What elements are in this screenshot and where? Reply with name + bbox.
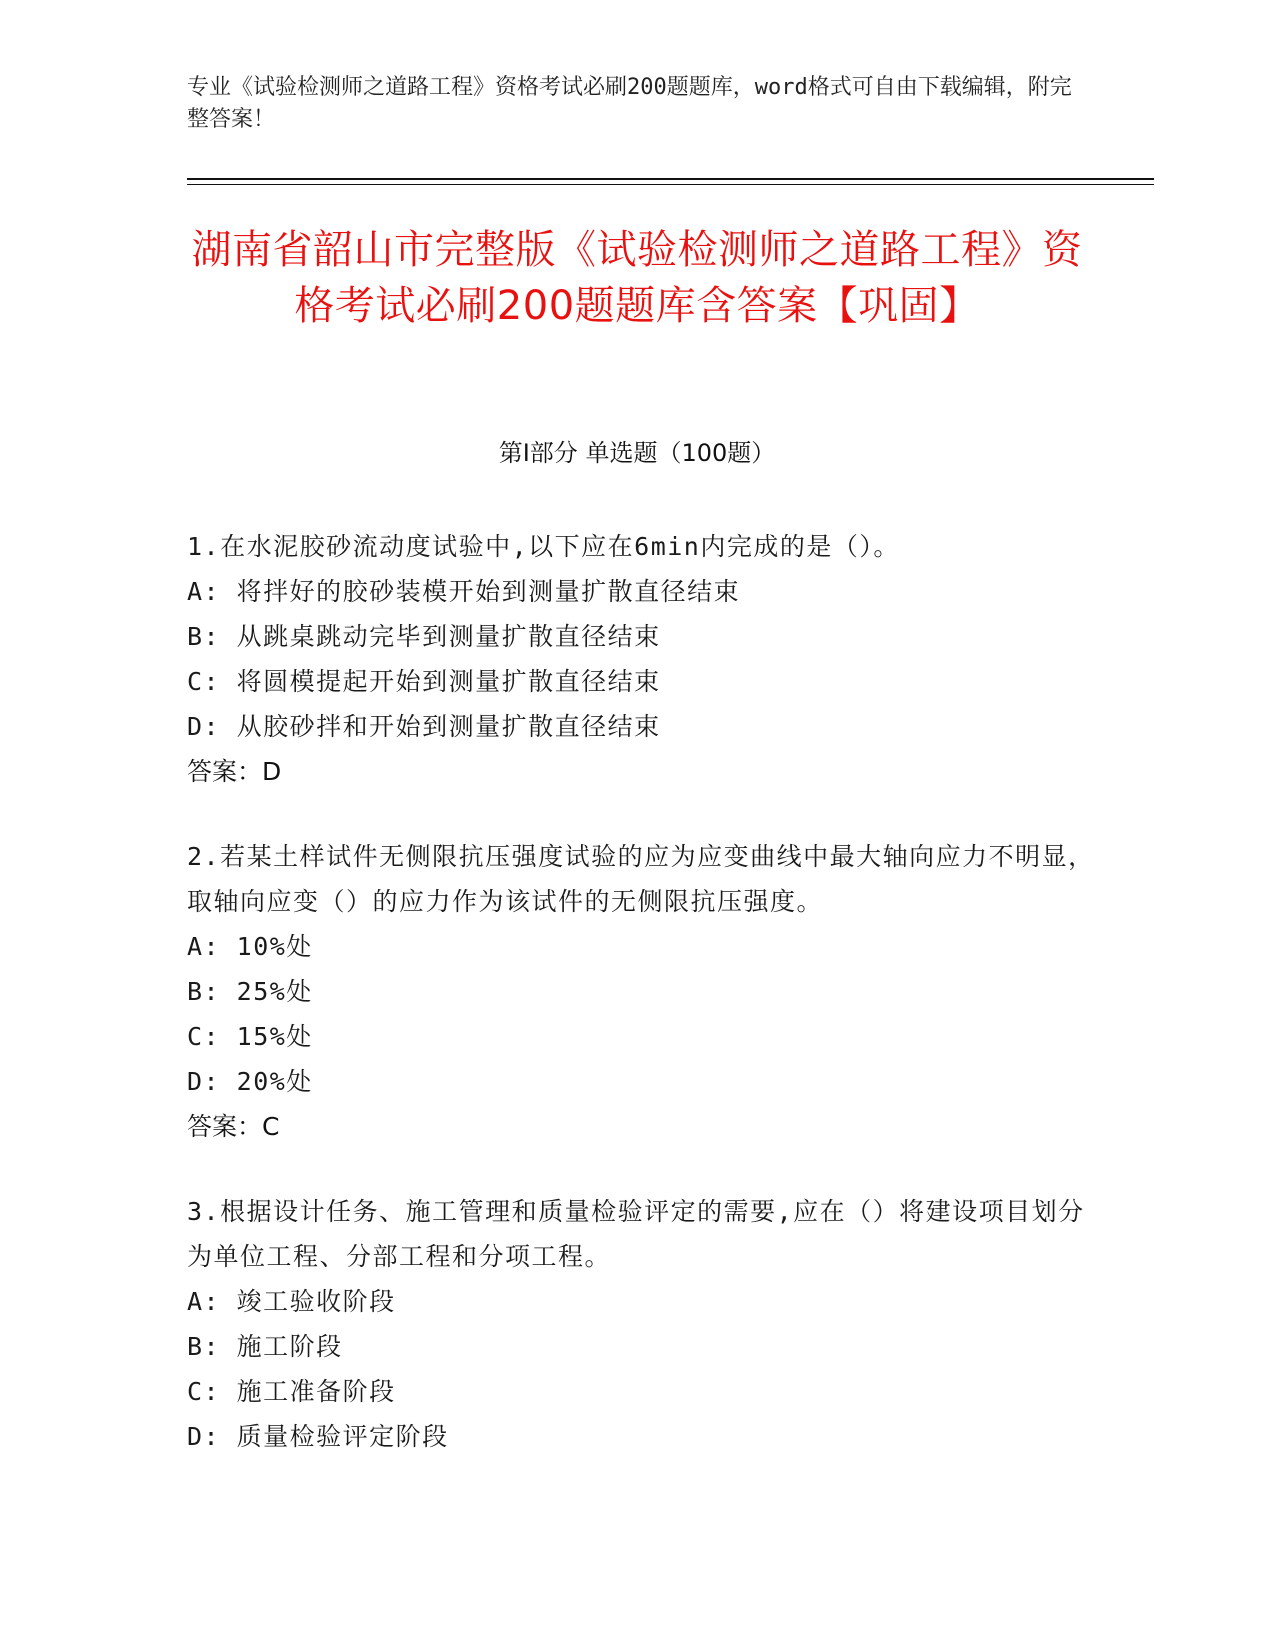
header-divider-thin xyxy=(187,184,1154,185)
option-d: D: 从胶砂拌和开始到测量扩散直径结束 xyxy=(187,712,661,741)
option-d: D: 质量检验评定阶段 xyxy=(187,1422,449,1451)
header-divider-thick xyxy=(187,178,1154,180)
document-title: 湖南省韶山市完整版《试验检测师之道路工程》资格考试必刷200题题库含答案【巩固】 xyxy=(191,227,1083,329)
option-b: B: 施工阶段 xyxy=(187,1332,343,1361)
option-d: D: 20%处 xyxy=(187,1067,313,1096)
section-title: 第I部分 单选题（100题） xyxy=(498,439,776,467)
option-c: C: 将圆模提起开始到测量扩散直径结束 xyxy=(187,667,661,696)
option-a: A: 竣工验收阶段 xyxy=(187,1287,396,1316)
option-b: B: 从跳桌跳动完毕到测量扩散直径结束 xyxy=(187,622,661,651)
question-2 xyxy=(187,834,1107,1149)
question-stem: 1.在水泥胶砂流动度试验中,以下应在6min内完成的是（）。 xyxy=(187,532,900,561)
option-c: C: 施工准备阶段 xyxy=(187,1377,396,1406)
option-b: B: 25%处 xyxy=(187,977,313,1006)
question-stem: 3.根据设计任务、施工管理和质量检验评定的需要,应在（）将建设项目划分为单位工程、分部工程和分项工程。 xyxy=(187,1197,1085,1271)
question-3 xyxy=(187,1189,1107,1459)
option-a: A: 将拌好的胶砂装模开始到测量扩散直径结束 xyxy=(187,577,741,606)
question-stem: 2.若某土样试件无侧限抗压强度试验的应为应变曲线中最大轴向应力不明显，取轴向应变（）的应力作为该试件的无侧限抗压强度。 xyxy=(187,842,1095,916)
answer: 答案：C xyxy=(187,1112,280,1141)
answer: 答案：D xyxy=(187,757,282,786)
option-a: A: 10%处 xyxy=(187,932,313,961)
question-1 xyxy=(187,524,1107,794)
question-list xyxy=(187,524,1107,1499)
option-c: C: 15%处 xyxy=(187,1022,313,1051)
header-note: 专业《试验检测师之道路工程》资格考试必刷200题题库，word格式可自由下载编辑，附完整答案！ xyxy=(187,75,1072,132)
